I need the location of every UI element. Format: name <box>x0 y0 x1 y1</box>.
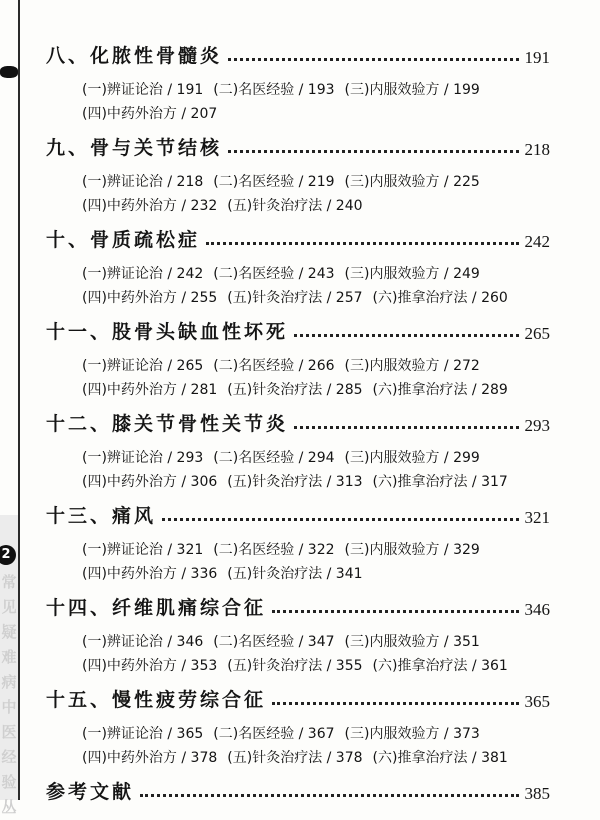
toc-chapter-row[interactable] <box>46 126 550 160</box>
subsection-entry[interactable]: (三)内服效验方 / 199 <box>344 82 480 98</box>
subsection-entry[interactable]: (五)针灸治疗法 / 341 <box>227 566 363 582</box>
subsection-entry[interactable]: (四)中药外治方 / 336 <box>82 566 218 582</box>
toc-chapter-row[interactable] <box>46 34 550 68</box>
dot-leader <box>206 242 518 245</box>
subsection-line <box>82 102 550 126</box>
chapter-title: 十二、膝关节骨性关节炎 <box>46 413 289 435</box>
dot-leader <box>228 58 518 61</box>
spine-char: 丛 <box>1 798 17 816</box>
subsection-entry[interactable]: (一)辨证论治 / 321 <box>82 542 204 558</box>
toc-chapter-row[interactable] <box>46 218 550 252</box>
subsection-entry[interactable]: (二)名医经验 / 347 <box>213 634 335 650</box>
subsection-line <box>82 262 550 286</box>
chapter-title: 九、骨与关节结核 <box>46 137 223 159</box>
toc-chapter-row[interactable] <box>46 770 550 804</box>
subsection-entry[interactable]: (五)针灸治疗法 / 313 <box>227 474 363 490</box>
subsection-entry[interactable]: (二)名医经验 / 243 <box>213 266 335 282</box>
subsection-entry[interactable]: (三)内服效验方 / 249 <box>344 266 480 282</box>
subsection-entry[interactable]: (一)辨证论治 / 265 <box>82 358 204 374</box>
chapter-page-number: 242 <box>524 232 550 251</box>
subsection-line <box>82 470 550 494</box>
subsection-line <box>82 78 550 102</box>
subsection-entry[interactable]: (六)推拿治疗法 / 260 <box>372 290 508 306</box>
subsection-line <box>82 630 550 654</box>
subsection-entry[interactable]: (一)辨证论治 / 346 <box>82 634 204 650</box>
subsection-entry[interactable]: (四)中药外治方 / 232 <box>82 198 218 214</box>
spine-char: 见 <box>1 598 17 616</box>
toc-chapter <box>46 218 550 310</box>
subsection-entry[interactable]: (四)中药外治方 / 306 <box>82 474 218 490</box>
subsection-entry[interactable]: (六)推拿治疗法 / 361 <box>372 658 508 674</box>
subsection-entry[interactable]: (二)名医经验 / 193 <box>213 82 335 98</box>
toc-chapter <box>46 402 550 494</box>
chapter-page-number: 265 <box>524 324 550 343</box>
chapter-title: 十四、纤维肌痛综合征 <box>46 597 267 619</box>
spine-char: 验 <box>1 773 17 791</box>
chapter-title: 八、化脓性骨髓炎 <box>46 45 223 67</box>
subsection-entry[interactable]: (五)针灸治疗法 / 355 <box>227 658 363 674</box>
toc-chapter <box>46 494 550 586</box>
chapter-page-number: 321 <box>524 508 550 527</box>
page-number-badge: 2 <box>0 545 16 565</box>
spine-char: 病 <box>1 673 17 691</box>
subsection-entry[interactable]: (一)辨证论治 / 365 <box>82 726 204 742</box>
toc-chapter <box>46 678 550 770</box>
subsection-entry[interactable]: (一)辨证论治 / 242 <box>82 266 204 282</box>
subsection-entry[interactable]: (四)中药外治方 / 207 <box>82 106 218 122</box>
subsection-entry[interactable]: (五)针灸治疗法 / 285 <box>227 382 363 398</box>
dot-leader <box>228 150 518 153</box>
subsection-line <box>82 170 550 194</box>
subsection-entry[interactable]: (四)中药外治方 / 353 <box>82 658 218 674</box>
subsection-line <box>82 286 550 310</box>
dot-leader <box>294 334 518 337</box>
table-of-contents <box>46 34 550 804</box>
subsection-entry[interactable]: (一)辨证论治 / 191 <box>82 82 204 98</box>
chapter-page-number: 218 <box>524 140 550 159</box>
subsection-entry[interactable]: (三)内服效验方 / 373 <box>344 726 480 742</box>
subsection-entry[interactable]: (三)内服效验方 / 272 <box>344 358 480 374</box>
toc-chapter <box>46 586 550 678</box>
chapter-page-number: 346 <box>524 600 550 619</box>
spine-char: 医 <box>1 723 17 741</box>
chapter-title: 十三、痛风 <box>46 505 157 527</box>
spine-series-title <box>1 570 17 820</box>
spine-char: 疑 <box>1 623 17 641</box>
subsection-entry[interactable]: (五)针灸治疗法 / 378 <box>227 750 363 766</box>
subsection-line <box>82 354 550 378</box>
dot-leader <box>272 610 518 613</box>
subsection-entry[interactable]: (四)中药外治方 / 378 <box>82 750 218 766</box>
chapter-page-number: 365 <box>524 692 550 711</box>
toc-chapter-row[interactable] <box>46 586 550 620</box>
subsection-line <box>82 562 550 586</box>
subsection-line <box>82 446 550 470</box>
subsection-entry[interactable]: (三)内服效验方 / 225 <box>344 174 480 190</box>
subsection-entry[interactable]: (一)辨证论治 / 293 <box>82 450 204 466</box>
toc-chapter <box>46 310 550 402</box>
subsection-line <box>82 746 550 770</box>
subsection-entry[interactable]: (六)推拿治疗法 / 317 <box>372 474 508 490</box>
subsection-entry[interactable]: (二)名医经验 / 266 <box>213 358 335 374</box>
toc-chapter-row[interactable] <box>46 678 550 712</box>
subsection-line <box>82 378 550 402</box>
toc-chapter <box>46 770 550 804</box>
subsection-entry[interactable]: (二)名医经验 / 322 <box>213 542 335 558</box>
chapter-title: 参考文献 <box>46 781 135 803</box>
spine-char: 中 <box>1 698 17 716</box>
subsection-entry[interactable]: (六)推拿治疗法 / 381 <box>372 750 508 766</box>
dot-leader <box>140 794 518 797</box>
subsection-entry[interactable]: (五)针灸治疗法 / 257 <box>227 290 363 306</box>
subsection-line <box>82 538 550 562</box>
subsection-entry[interactable]: (六)推拿治疗法 / 289 <box>372 382 508 398</box>
spine-char: 难 <box>1 648 17 666</box>
ink-blot <box>0 66 18 78</box>
chapter-page-number: 293 <box>524 416 550 435</box>
chapter-page-number: 385 <box>524 784 550 803</box>
chapter-title: 十一、股骨头缺血性坏死 <box>46 321 289 343</box>
dot-leader <box>272 702 518 705</box>
subsection-entry[interactable]: (四)中药外治方 / 255 <box>82 290 218 306</box>
dot-leader <box>294 426 518 429</box>
chapter-title: 十、骨质疏松症 <box>46 229 201 251</box>
subsection-entry[interactable]: (二)名医经验 / 219 <box>213 174 335 190</box>
book-edge <box>18 0 20 800</box>
chapter-title: 十五、慢性疲劳综合征 <box>46 689 267 711</box>
subsection-entry[interactable]: (三)内服效验方 / 329 <box>344 542 480 558</box>
dot-leader <box>162 518 518 521</box>
toc-chapter <box>46 126 550 218</box>
toc-chapter-row[interactable] <box>46 402 550 436</box>
subsection-entry[interactable]: (五)针灸治疗法 / 240 <box>227 198 363 214</box>
subsection-entry[interactable]: (一)辨证论治 / 218 <box>82 174 204 190</box>
subsection-entry[interactable]: (二)名医经验 / 367 <box>213 726 335 742</box>
subsection-line <box>82 722 550 746</box>
subsection-entry[interactable]: (三)内服效验方 / 351 <box>344 634 480 650</box>
subsection-line <box>82 194 550 218</box>
chapter-page-number: 191 <box>524 48 550 67</box>
toc-chapter <box>46 34 550 126</box>
subsection-entry[interactable]: (三)内服效验方 / 299 <box>344 450 480 466</box>
spine-char: 经 <box>1 748 17 766</box>
subsection-line <box>82 654 550 678</box>
toc-chapter-row[interactable] <box>46 494 550 528</box>
subsection-entry[interactable]: (四)中药外治方 / 281 <box>82 382 218 398</box>
spine-char: 常 <box>1 573 17 591</box>
subsection-entry[interactable]: (二)名医经验 / 294 <box>213 450 335 466</box>
toc-chapter-row[interactable] <box>46 310 550 344</box>
